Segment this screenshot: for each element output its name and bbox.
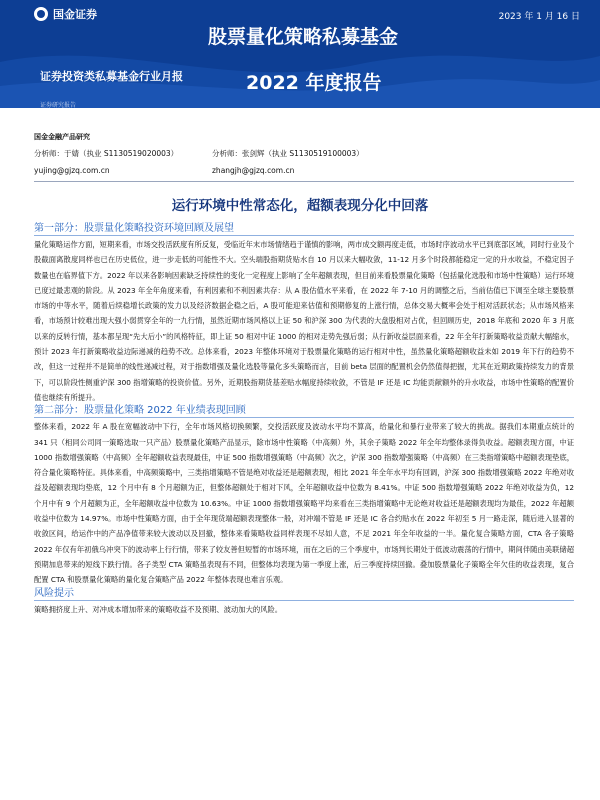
report-subtitle: 2022 年度报告 — [246, 72, 382, 94]
report-tag: 证券研究报告 — [40, 102, 77, 109]
section-heading-review: 第一部分：股票量化策略投资环境回顾及展望 — [34, 223, 574, 236]
header-banner — [0, 0, 600, 108]
analyst-2: 分析师：张剑辉（执业 S1130519100003） — [212, 149, 364, 158]
analyst-2-email: zhangjh@gjzq.com.cn — [212, 166, 295, 175]
section-paragraph-performance: 整体来看，2022 年 A 股在宽幅波动中下行，全年市场风格切换频繁，交投活跃度及波动水平均不算高，给量化和暴行业带来了较大的挑战。据我们本期重点统计的 341 只（相同公司同一策略选取一只产品）股票量化策略产品显示，除市场中性策略（中高频）外，其余子策略 2022 年全年均整体录得负收益。超额表现方面，中证 1000 指数增强策略（中高频）全年超额收益表现最佳，中证 500 指数增强策略（中高频）次之，沪深 300 指数增强策略（中高频）在三类指增策略中超额表现垫底，符合量化策略特征。具体来看，中高频策略中，三类指增策略不管是绝对收益还是超额表现，相比 2021 年全年水平均有回调，沪深 300 指数增强策略 2022 年绝对收益及超额表现均垫底，12 个月中有 8 个月超额为正，但整体超额处于相对下风，全年超额收益中位数为 8.41%。中证 500 指数增强策略 2022 年绝对收益为负，12 个月中有 9 个月超额为正，全年超额收益中位数为 10.63%。中证 1000 指数增强策略平均来看在三类指增策略中无论绝对收益还是超额表现均为最佳，2022 年超额收益中位数为 14.97%。市场中性策略方面，由于全年现货端超额表现整体一般，对冲端不管是 IF 还是 IC 各合约贴水在 2022 年初至 5 月一路走深，随后进入显著的收敛区间，给运作中的产品净值带来较大波动以及回撤，整体来看策略收益同样表现不尽如人意，不足 2021 年全年收益的一半。量化复合策略方面，CTA 各子策略 2022 年仅有年初俄乌冲突下的波动率上行行情，带来了较友善但短暂的市场环境，而在之后的三个季度中，市场判长期处于低波动震荡的行情中，期间伴随由美联储超预期加息带来的短线下跌行情。各子类型 CTA 策略虽表现有不同，但整体均表现为第一季度上涨，后三季度持续回撤。叠加股票量化子策略全年欠佳的收益表现，复合配置 CTA 和股票量化策略的量化复合策略产品 2022 年整体表现也难言乐观。 — [34, 422, 574, 585]
section-heading-risk: 风险提示 — [34, 588, 574, 601]
logo-mark-icon — [34, 7, 48, 21]
analyst-1: 分析师：于婧（执业 S1130519020003） — [34, 149, 179, 158]
report-headline: 运行环境中性常态化，超额表现分化中回落 — [171, 198, 429, 214]
report-date: 2023 年 1 月 16 日 — [498, 12, 580, 22]
company-name: 国金证券 — [53, 8, 97, 21]
report-body — [34, 223, 574, 617]
section-paragraph-review: 量化策略运作方面，短期来看，市场交投活跃度有所反复，受临近年末市场情绪趋于谨慎的影响，两市成交额再度走低，市场时序波动水平已到底部区域，同时行业及个股截面离散度同样也已在历史低位，进一步走低的可能性不大。空头端股指期货贴水自 10 月以来大幅收敛，11-12 月多个时段都能稳定一定的升水收益，不稳定因子数量也在临界值下方。2022 年以来各影响因素缺乏持续性的变化一定程度上影响了全年超额表现，但目前来看股票量化策略（包括量化选股和市场中性策略）运行环境已度过最悲观的阶段。从 2023 年全年角度来看，有利因素和不利因素共存：从 A 股估值水平来看，在 2022 年 7-10 月的调整之后，当前估值已下调至全球主要股票市场的中等水平，随着后续稳增长政策的发力以及经济数据企稳之后，A 股可能迎来估值和预期修复的上涨行情，总体交易大概率会处于相对活跃状态；从市场风格来看，市场预计较难出现大强小弱贯穿全年的一九行情，虽然近期市场风格以上证 50 和沪深 300 为代表的大盘股相对占优，但回顾历史，2018 年底和 2020 年 3 月底以来的反转行情，基本都呈现“先大后小”的风格特征，即上证 50 相对中证 1000 的相对走势先强后弱；从行新收益层面来看，22 年全年打新策略收益贡献大幅缩水，预计 2023 年打新策略收益边际递减的趋势不改。总体来看，2023 年整体环境对于股票量化策略的运行相对中性，虽然量化策略超额收益未如 2019 年下行的趋势不改，但这一过程并不是简单的线性递减过程，对于指数增强及量化选股等量化多头策略而言，目前 beta 层面的配置机会仍然值得把握，尤其在近期政策持续发力的背景下，可以阶段性侧重沪深 300 指增策略的投资价值。另外，近期股指期货基差贴水幅度持续收敛，不管是 IF 还是 IC 均能贡献额外的升水收益，市场中性策略的配置价值也继续有所提升。 — [34, 240, 574, 402]
header-divider — [34, 181, 574, 182]
research-org: 国金金融产品研究 — [34, 133, 90, 141]
company-logo — [34, 6, 97, 22]
report-category: 证券投资类私募基金行业月报 — [40, 70, 183, 83]
report-title: 股票量化策略私募基金 — [208, 26, 399, 48]
analyst-1-email: yujing@gjzq.com.cn — [34, 166, 110, 175]
section-paragraph-risk: 策略拥挤度上升、对冲成本增加带来的策略收益不及预期、波动加大的风险。 — [34, 604, 283, 614]
section-heading-performance: 第二部分：股票量化策略 2022 年业绩表现回顾 — [34, 405, 574, 418]
